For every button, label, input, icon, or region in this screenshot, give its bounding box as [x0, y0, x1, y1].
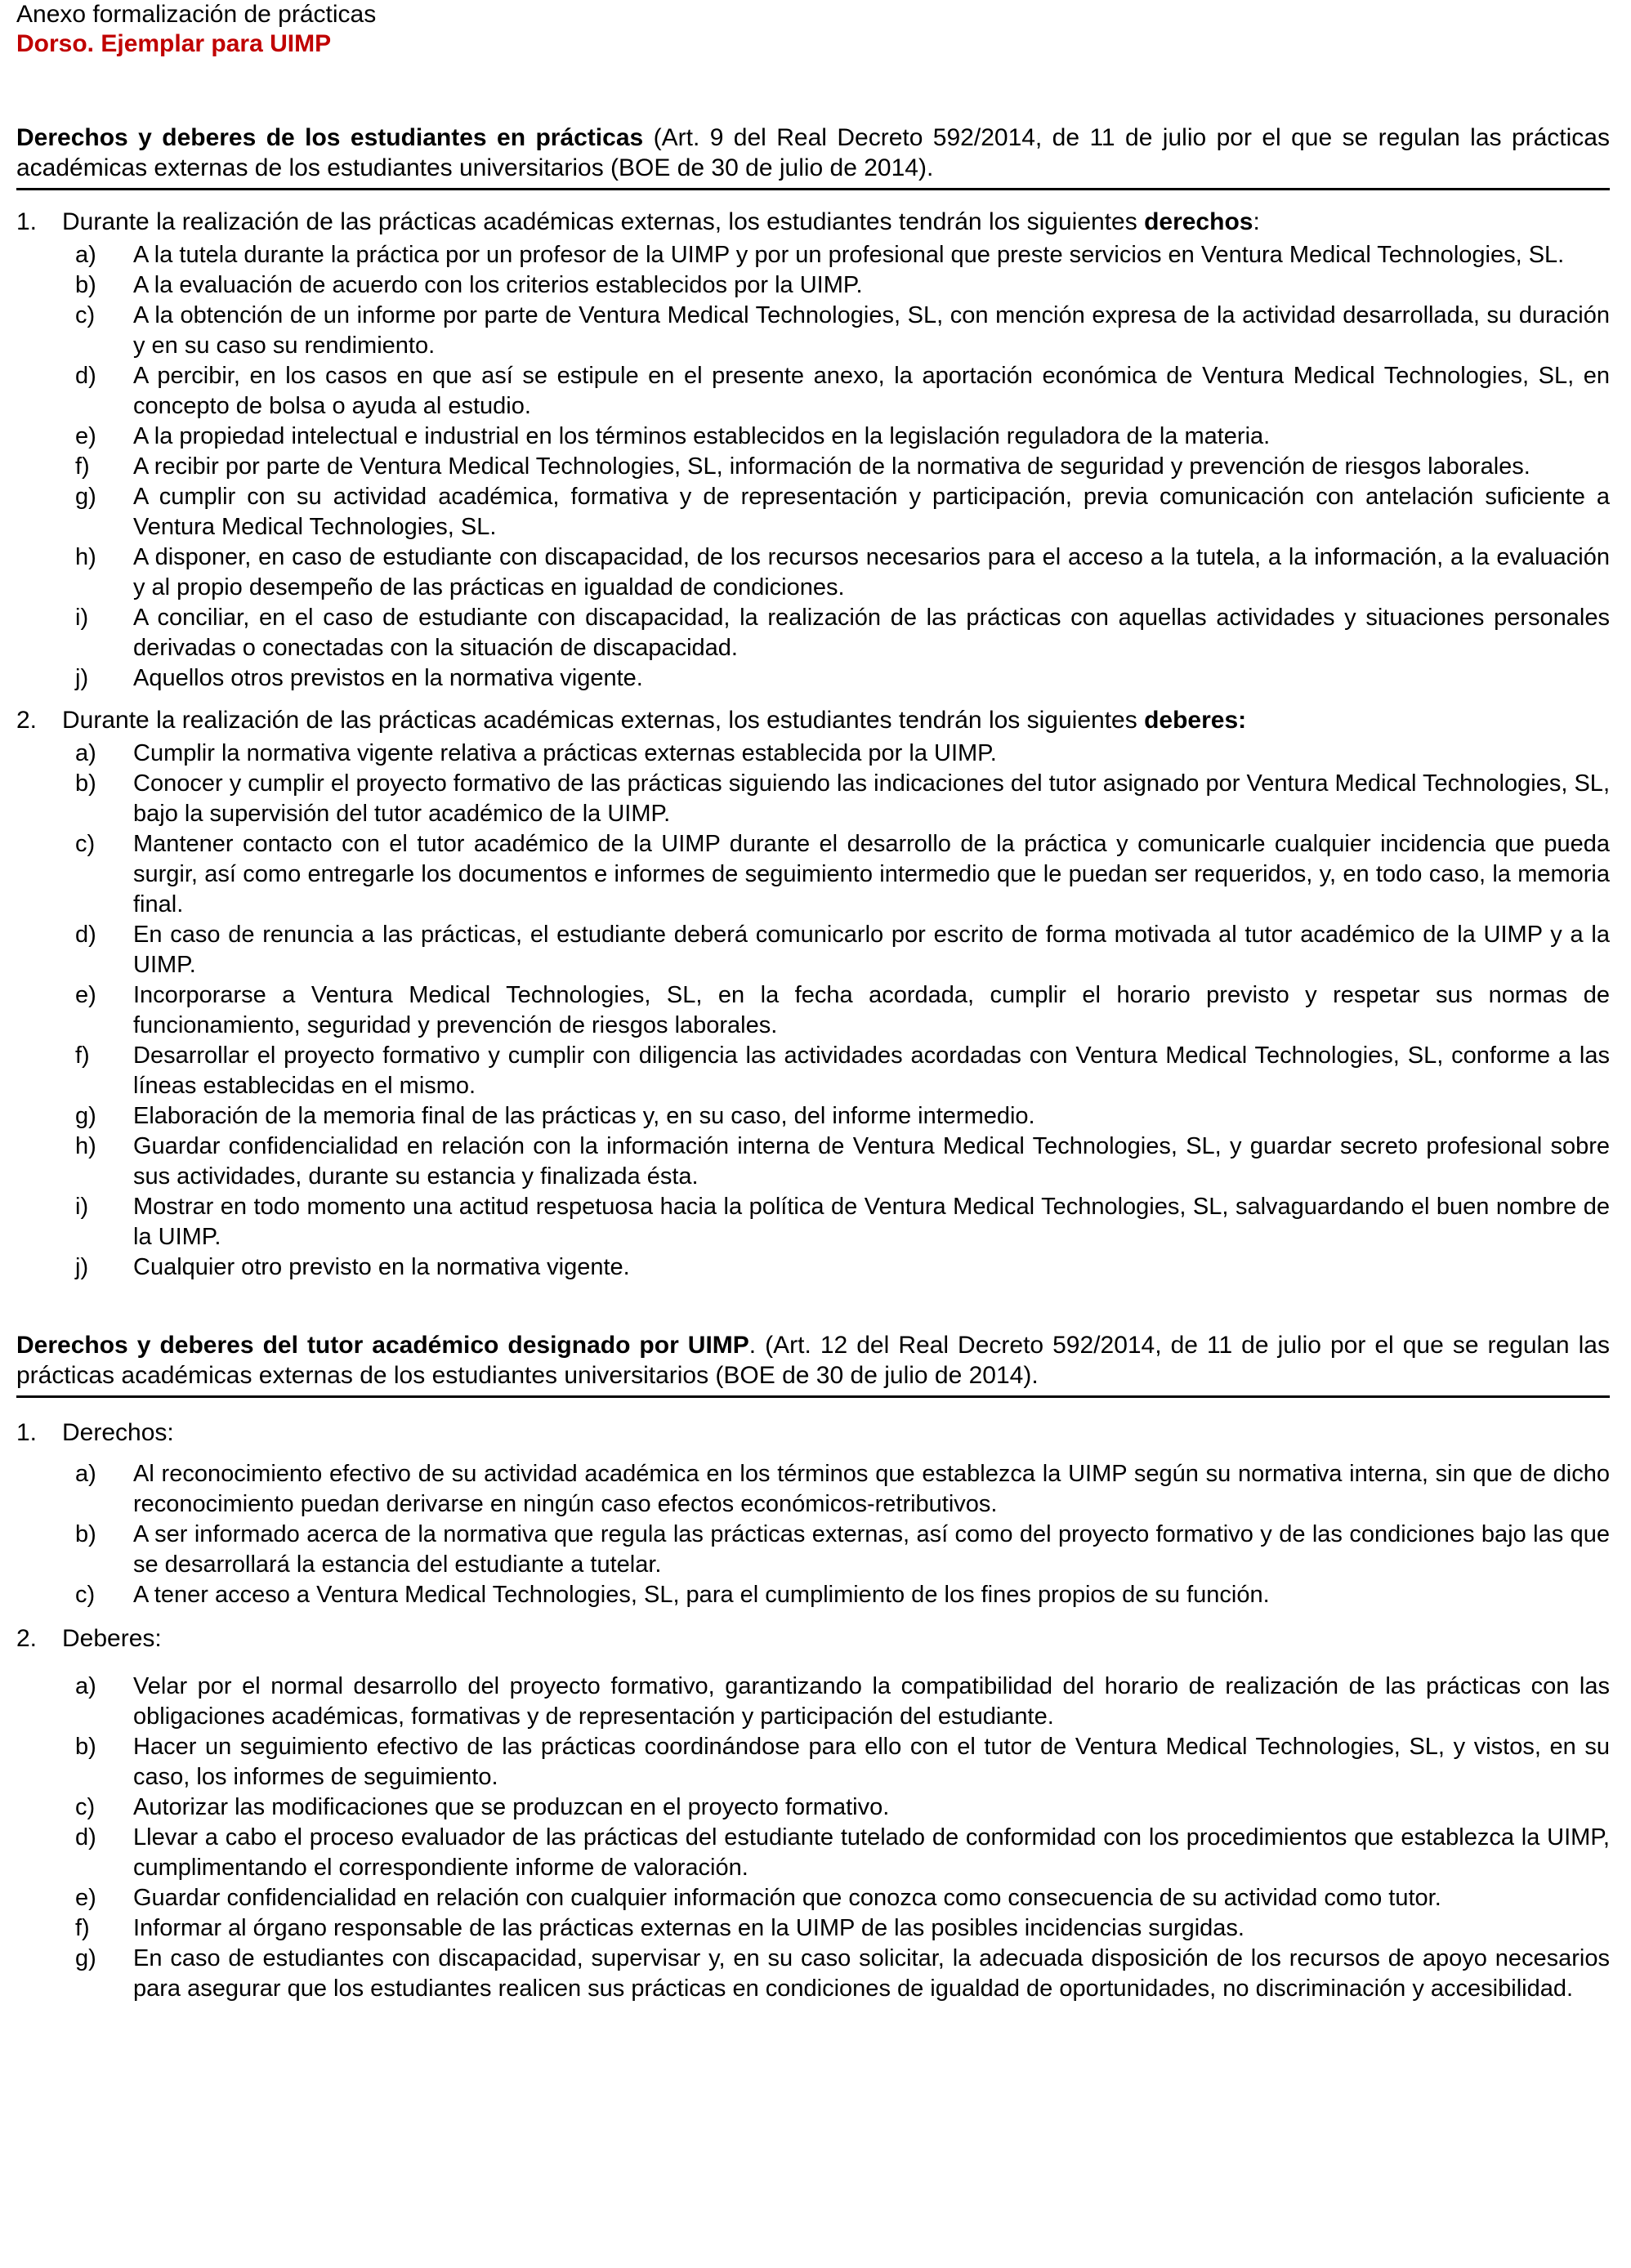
tutor-rights-item [16, 1418, 1610, 1448]
list-item [16, 1101, 1610, 1132]
list-text: A recibir por parte de Ventura Medical Technologies, SL, información de la normativa de seguridad y prevención de riesgos laborales. [133, 453, 1530, 480]
list-item [16, 361, 1610, 422]
list-item [16, 1883, 1610, 1913]
list-text: Llevar a cabo el proceso evaluador de las prácticas del estudiante tutelado de conformidad con los procedimientos que establezca la UIMP, cumplimentando el correspondiente informe de valoración. [133, 1824, 1610, 1881]
section-tutor-heading: Derechos y deberes del tutor académico designado por UIMP [16, 1332, 749, 1359]
item-number: 2. [16, 1625, 38, 1652]
list-item [16, 270, 1610, 301]
list-text: Aquellos otros previstos en la normativa vigente. [133, 665, 643, 691]
item-number: 2. [16, 707, 38, 734]
list-text: A disponer, en caso de estudiante con discapacidad, de los recursos necesarios para el acceso a la tutela, a la información, a la evaluación y al propio desempeño de las prácticas en igualdad de condiciones. [133, 544, 1610, 600]
list-text: Velar por el normal desarrollo del proyecto formativo, garantizando la compatibilidad del horario de realización de las prácticas con las obligaciones académicas, formativas y de representación y participación del estudiante. [133, 1673, 1610, 1730]
list-text: A cumplir con su actividad académica, formativa y de representación y participación, previa comunicación con antelación suficiente a Ventura Medical Technologies, SL. [133, 484, 1610, 540]
list-item [16, 920, 1610, 980]
list-text: A la propiedad intelectual e industrial en los términos establecidos en la legislación reguladora de la materia. [133, 423, 1271, 449]
list-letter: i) [75, 1194, 89, 1220]
list-letter: i) [75, 605, 89, 631]
list-text: A conciliar, en el caso de estudiante con discapacidad, la realización de las prácticas con aquellas actividades y situaciones personales derivadas o conectadas con la situación de discapacidad. [133, 605, 1610, 661]
tutor-duties-item [16, 1623, 1610, 1654]
list-text: Elaboración de la memoria final de las prácticas y, en su caso, del informe intermedio. [133, 1103, 1035, 1129]
list-text: Mostrar en todo momento una actitud respetuosa hacia la política de Ventura Medical Technologies, SL, salvaguardando el buen nombre de la UIMP. [133, 1194, 1610, 1250]
section-students-reference: (Art. 9 del Real Decreto 592/2014, de 11 de julio por el que se regulan las prácticas académicas externas de los estudiantes universitarios (BOE de 30 de julio de 2014). [16, 124, 1610, 181]
list-text: Guardar confidencialidad en relación con cualquier información que conozca como consecuencia de su actividad como tutor. [133, 1885, 1441, 1911]
list-item [16, 1520, 1610, 1580]
list-letter: a) [75, 1673, 96, 1699]
list-letter: a) [75, 740, 96, 766]
list-letter: h) [75, 544, 96, 570]
list-letter: d) [75, 922, 96, 948]
list-letter: f) [75, 1042, 90, 1069]
list-text: Guardar confidencialidad en relación con la información interna de Ventura Medical Technologies, SL, y guardar secreto profesional sobre sus actividades, durante su estancia y finalizada ésta. [133, 1133, 1610, 1190]
list-text: Al reconocimiento efectivo de su actividad académica en los términos que establezca la UIMP según su normativa interna, sin que de dicho reconocimiento puedan derivarse en ningún caso efectos económicos-retributivos. [133, 1461, 1610, 1517]
list-item [16, 1192, 1610, 1252]
list-item [16, 1944, 1610, 2004]
list-text: Hacer un seguimiento efectivo de las prácticas coordinándose para ello con el tutor de Ventura Medical Technologies, SL, y vistos, en su caso, los informes de seguimiento. [133, 1734, 1610, 1790]
list-item [16, 829, 1610, 920]
list-item [16, 603, 1610, 663]
list-letter: b) [75, 770, 96, 797]
list-letter: a) [75, 1461, 96, 1487]
list-letter: j) [75, 1254, 89, 1280]
list-letter: c) [75, 1794, 96, 1820]
list-item [16, 1132, 1610, 1192]
list-item [16, 1823, 1610, 1883]
list-letter: e) [75, 1885, 96, 1911]
item-keyword: derechos [1144, 208, 1253, 235]
list-text: Desarrollar el proyecto formativo y cumplir con diligencia las actividades acordadas con Ventura Medical Technologies, SL, conforme a las líneas establecidas en el mismo. [133, 1042, 1610, 1099]
students-rights-list [16, 240, 1610, 694]
item-number: 1. [16, 208, 38, 235]
list-item [16, 1459, 1610, 1520]
copy-label: Dorso. Ejemplar para UIMP [16, 30, 332, 57]
list-letter: d) [75, 363, 96, 389]
list-text: Cualquier otro previsto en la normativa vigente. [133, 1254, 630, 1280]
list-item [16, 542, 1610, 603]
list-letter: g) [75, 1945, 96, 1971]
list-letter: c) [75, 831, 96, 857]
students-duties-list [16, 739, 1610, 1283]
list-text: Cumplir la normativa vigente relativa a prácticas externas establecida por la UIMP. [133, 740, 997, 766]
item-lead: Deberes: [62, 1625, 162, 1652]
item-tail: : [1253, 208, 1260, 235]
item-lead: Durante la realización de las prácticas académicas externas, los estudiantes tendrán los siguientes [62, 208, 1145, 235]
list-item [16, 980, 1610, 1041]
list-letter: f) [75, 453, 90, 480]
section-students-heading: Derechos y deberes de los estudiantes en prácticas [16, 124, 644, 151]
list-letter: a) [75, 242, 96, 268]
list-letter: b) [75, 1521, 96, 1547]
list-letter: e) [75, 423, 96, 449]
list-letter: b) [75, 1734, 96, 1760]
list-item [16, 452, 1610, 482]
list-letter: d) [75, 1824, 96, 1851]
list-letter: j) [75, 665, 89, 691]
list-text: Mantener contacto con el tutor académico de la UIMP durante el desarrollo de la práctica y comunicarle cualquier incidencia que pueda surgir, así como entregarle los documentos e informes de seguimiento intermedio que le puedan ser requeridos, y, en todo caso, la memoria final. [133, 831, 1610, 917]
section-tutor-title [16, 1330, 1610, 1398]
item-keyword: deberes: [1144, 707, 1247, 734]
list-text: A la obtención de un informe por parte de Ventura Medical Technologies, SL, con mención expresa de la actividad desarrollada, su duración y en su caso su rendimiento. [133, 302, 1610, 359]
list-text: A percibir, en los casos en que así se estipule en el presente anexo, la aportación económica de Ventura Medical Technologies, SL, en concepto de bolsa o ayuda al estudio. [133, 363, 1610, 419]
list-text: En caso de renuncia a las prácticas, el estudiante deberá comunicarlo por escrito de forma motivada al tutor académico de la UIMP y a la UIMP. [133, 922, 1610, 978]
list-item [16, 301, 1610, 361]
list-letter: e) [75, 982, 96, 1008]
list-item [16, 1672, 1610, 1732]
tutor-rights-list [16, 1459, 1610, 1610]
section-students-title [16, 123, 1610, 190]
list-text: A ser informado acerca de la normativa que regula las prácticas externas, así como del proyecto formativo y de las condiciones bajo las que se desarrollará la estancia del estudiante a tutelar. [133, 1521, 1610, 1578]
item-number: 1. [16, 1419, 38, 1446]
list-text: Informar al órgano responsable de las prácticas externas en la UIMP de las posibles incidencias surgidas. [133, 1915, 1244, 1941]
list-item [16, 1913, 1610, 1944]
section-tutor-reference: . (Art. 12 del Real Decreto 592/2014, de 11 de julio por el que se regulan las prácticas académicas externas de los estudiantes universitarios (BOE de 30 de julio de 2014). [16, 1332, 1610, 1389]
list-item [16, 240, 1610, 270]
list-item [16, 1252, 1610, 1283]
list-text: Conocer y cumplir el proyecto formativo de las prácticas siguiendo las indicaciones del tutor asignado por Ventura Medical Technologies, SL, bajo la supervisión del tutor académico de la UIMP. [133, 770, 1610, 827]
list-letter: b) [75, 272, 96, 298]
document-page [16, 0, 1610, 2004]
list-item [16, 769, 1610, 829]
list-item [16, 739, 1610, 769]
list-text: A la tutela durante la práctica por un profesor de la UIMP y por un profesional que preste servicios en Ventura Medical Technologies, SL. [133, 242, 1565, 268]
list-text: A la evaluación de acuerdo con los criterios establecidos por la UIMP. [133, 272, 863, 298]
list-text: En caso de estudiantes con discapacidad, supervisar y, en su caso solicitar, la adecuada disposición de los recursos de apoyo necesarios para asegurar que los estudiantes realicen sus prácticas en condiciones de igualdad de oportunidades, no discriminación y accesibilidad. [133, 1945, 1610, 2002]
list-item [16, 663, 1610, 694]
students-duties-item [16, 705, 1610, 735]
students-rights-item [16, 207, 1610, 237]
annex-title: Anexo formalización de prácticas [16, 1, 377, 28]
list-item [16, 482, 1610, 542]
item-lead: Durante la realización de las prácticas académicas externas, los estudiantes tendrán los siguientes [62, 707, 1145, 734]
list-text: Incorporarse a Ventura Medical Technologies, SL, en la fecha acordada, cumplir el horario previsto y respetar sus normas de funcionamiento, seguridad y prevención de riesgos laborales. [133, 982, 1610, 1038]
list-letter: f) [75, 1915, 90, 1941]
list-letter: h) [75, 1133, 96, 1159]
list-letter: g) [75, 1103, 96, 1129]
list-item [16, 1041, 1610, 1101]
list-item [16, 1732, 1610, 1793]
list-item [16, 1793, 1610, 1823]
list-text: Autorizar las modificaciones que se produzcan en el proyecto formativo. [133, 1794, 890, 1820]
list-item [16, 1580, 1610, 1610]
list-letter: g) [75, 484, 96, 510]
item-lead: Derechos: [62, 1419, 174, 1446]
tutor-duties-list [16, 1672, 1610, 2004]
list-letter: c) [75, 302, 96, 328]
list-letter: c) [75, 1582, 96, 1608]
list-item [16, 422, 1610, 452]
list-text: A tener acceso a Ventura Medical Technologies, SL, para el cumplimiento de los fines propios de su función. [133, 1582, 1270, 1608]
